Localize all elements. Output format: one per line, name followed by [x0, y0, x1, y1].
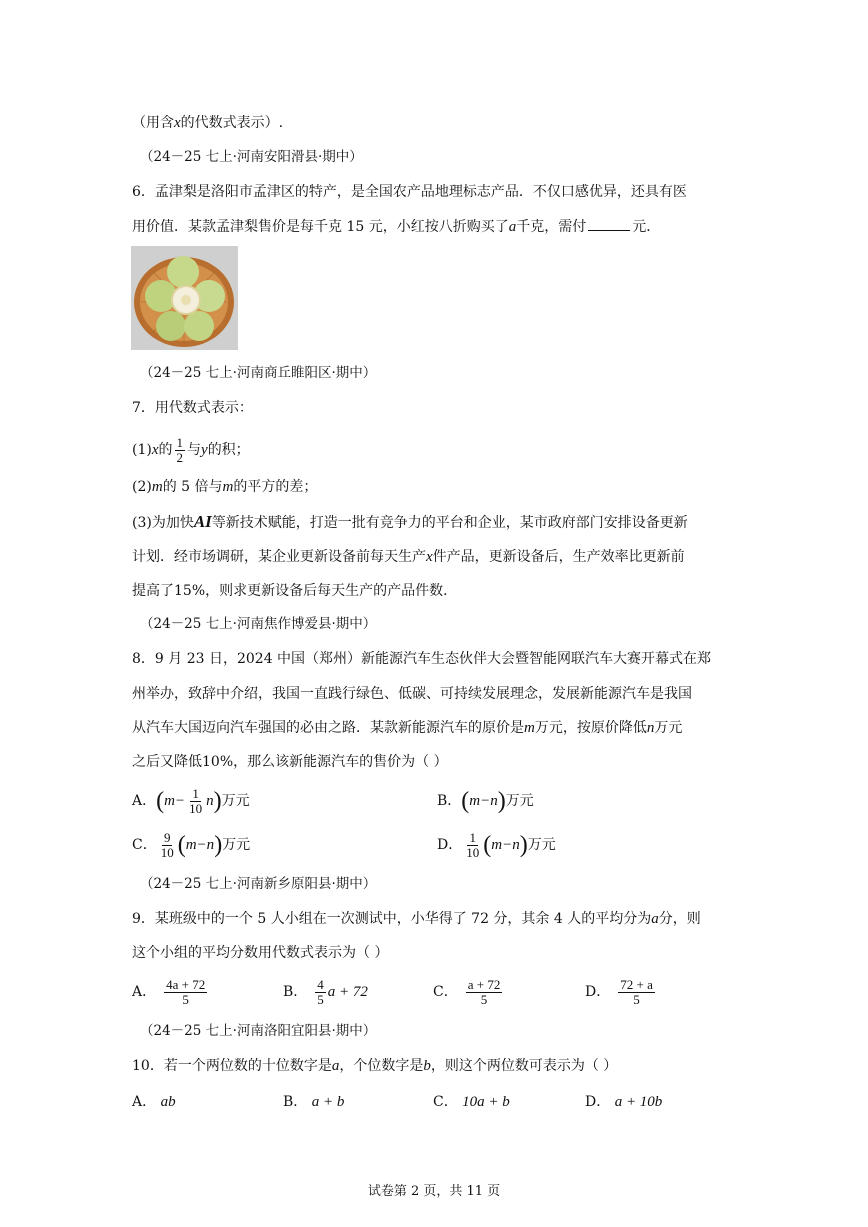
q6-var-a: a — [508, 219, 517, 235]
unit: 万元 — [505, 793, 534, 809]
q7-intro: 7．用代数式表示： — [132, 400, 253, 416]
q6-source: （24－25 七上·河南安阳滑县·期中） — [140, 149, 363, 165]
option-label: A． — [132, 984, 157, 1000]
frac-num: 1 — [192, 785, 199, 801]
fraction — [315, 978, 326, 1007]
page-footer: 试卷第 2 页，共 11 页 — [367, 1184, 501, 1199]
answer-blank — [588, 216, 630, 231]
q7-p3a: (3)为加快 — [132, 515, 194, 531]
unit: 万元 — [221, 793, 250, 809]
frac-num: 72 + a — [620, 976, 653, 992]
frac-den: 2 — [176, 449, 184, 465]
q9-option-d[interactable] — [585, 975, 657, 1009]
q8-line1: 8．9 月 23 日，2024 中国（郑州）新能源汽车生态伙伴大会暨智能网联汽车大赛开幕式在郑 — [132, 651, 712, 667]
q8-option-b[interactable] — [437, 784, 534, 818]
math: m−n — [491, 837, 520, 853]
option-label: C． — [433, 1094, 458, 1110]
q8-option-d[interactable] — [437, 828, 556, 862]
paren: ) — [213, 788, 222, 814]
q6-line2 — [132, 216, 660, 237]
paren: ( — [177, 832, 186, 858]
fraction — [187, 787, 204, 816]
math: n — [206, 793, 214, 809]
option-label: D． — [585, 984, 611, 1000]
unit: 万元 — [527, 837, 556, 853]
q10-l1a: 10．若一个两位数的十位数字是 — [132, 1058, 332, 1074]
fraction — [464, 831, 481, 860]
q8-source: （24－25 七上·河南焦作博爱县·期中） — [140, 616, 377, 632]
option-label: D． — [437, 837, 463, 853]
option-label: C． — [132, 837, 157, 853]
option-text: 10a + b — [462, 1094, 510, 1110]
q8-option-c[interactable] — [132, 828, 250, 862]
q9-line2: 这个小组的平均分数用代数式表示为（ ） — [132, 945, 389, 961]
q8-l3a: 从汽车大国迈向汽车强国的必由之路．某款新能源汽车的原价是 — [132, 720, 524, 736]
option-label: B． — [283, 984, 308, 1000]
fraction — [466, 978, 503, 1007]
paren: ( — [156, 788, 165, 814]
q6-line2b: 千克，需付 — [516, 219, 587, 235]
math: a + 72 — [327, 984, 368, 1000]
option-text: a + 10b — [614, 1094, 663, 1110]
q9-l1: 9．某班级中的一个 5 人小组在一次测试中，小华得了 72 分，其余 4 人的平均分为 — [132, 911, 652, 927]
fraction — [618, 978, 655, 1007]
frac-num: 4a + 72 — [166, 976, 206, 992]
q7-var-m2: m — [222, 479, 234, 495]
header-text: （用含 — [132, 115, 174, 131]
q7-p3l2b: 件产品，更新设备后，生产效率比更新前 — [432, 549, 685, 565]
q8-line2: 州举办，致辞中介绍，我国一直践行绿色、低碳、可持续发展理念，发展新能源汽车是我国 — [132, 686, 692, 702]
q6-line1: 6．孟津梨是洛阳市孟津区的特产，是全国农产品地理标志产品．不仅口感优异，还具有医 — [132, 184, 687, 200]
q9-l1b: 分，则 — [658, 911, 701, 927]
q7-var-x2: x — [426, 549, 433, 565]
q10-l1b: ，个位数字是 — [339, 1058, 424, 1074]
pear-basket-image — [131, 246, 238, 350]
q7-ai: AI — [193, 512, 212, 531]
frac-num: 1 — [469, 829, 476, 845]
q9-line1 — [132, 909, 701, 929]
q7-part3-line3: 提高了15%，则求更新设备后每天生产的产品件数． — [132, 583, 458, 599]
q7-p2-label: (2) — [132, 479, 152, 495]
frac-num: a + 72 — [467, 976, 501, 992]
header-var: x — [174, 115, 181, 131]
math: m−n — [185, 837, 215, 853]
math: m− — [164, 793, 186, 809]
paren: ) — [214, 832, 223, 858]
q9-option-b[interactable] — [283, 975, 368, 1009]
q10-source: （24－25 七上·河南洛阳宜阳县·期中） — [140, 1023, 377, 1039]
q7-part3-line2 — [132, 547, 685, 567]
q7-var-x: x — [151, 442, 159, 458]
q6-line2c: 元． — [632, 219, 661, 235]
q7-p3l2a: 计划．经市场调研，某企业更新设备前每天生产 — [132, 549, 426, 565]
q8-line4: 之后又降低10%，那么该新能源汽车的售价为（ ） — [132, 754, 448, 770]
q8-var-n: n — [646, 720, 655, 736]
q7-p2c: 的平方的差； — [233, 479, 318, 495]
q10-option-d[interactable] — [585, 1092, 662, 1112]
header-rest: 的代数式表示）. — [180, 115, 284, 131]
option-label: A． — [132, 793, 157, 809]
q7-part3-line1 — [132, 512, 688, 533]
q9-source: （24－25 七上·河南新乡原阳县·期中） — [140, 876, 377, 892]
frac-den: 10 — [160, 844, 174, 860]
q8-line3 — [132, 718, 682, 738]
q7-p1c: 与 — [187, 442, 202, 458]
option-label: B． — [437, 793, 462, 809]
q7-var-y: y — [201, 442, 208, 458]
q7-p1d: 的积； — [207, 442, 250, 458]
q6-line2a: 用价值．某款孟津梨售价是每千克 15 元，小红按八折购买了 — [132, 219, 509, 235]
fraction — [159, 831, 176, 860]
q9-option-c[interactable] — [433, 975, 504, 1009]
option-text: ab — [160, 1094, 176, 1110]
q7-var-m: m — [151, 479, 163, 495]
q10-var-b: b — [423, 1058, 431, 1074]
paren: ( — [483, 832, 492, 858]
frac-num: 1 — [176, 434, 184, 450]
fraction — [164, 978, 207, 1007]
q10-line1 — [132, 1056, 617, 1076]
q7-p2b: 的 5 倍与 — [162, 479, 223, 495]
option-text: a + b — [311, 1094, 345, 1110]
option-label: D． — [585, 1094, 611, 1110]
q8-l3c: 万元 — [654, 720, 683, 736]
q10-option-c[interactable] — [433, 1092, 510, 1112]
q7-part2 — [132, 477, 317, 497]
q10-l1c: ，则这个两位数可表示为（ ） — [430, 1058, 618, 1074]
q10-var-a: a — [331, 1058, 340, 1074]
q9-option-a[interactable] — [132, 975, 209, 1009]
q10-option-a[interactable] — [132, 1092, 176, 1112]
q8-var-m: m — [524, 720, 535, 736]
q8-option-a[interactable] — [132, 784, 250, 818]
option-label: A． — [132, 1094, 157, 1110]
frac-den: 10 — [189, 800, 203, 816]
paren: ) — [519, 832, 528, 858]
option-label: C． — [433, 984, 458, 1000]
paren: ( — [461, 788, 470, 814]
frac-num: 4 — [317, 976, 324, 992]
q7-p3b: 等新技术赋能，打造一批有竞争力的平台和企业，某市政府部门安排设备更新 — [211, 515, 688, 531]
fraction-one-half — [175, 436, 186, 465]
frac-den: 5 — [317, 991, 324, 1007]
q9-var-a: a — [651, 911, 659, 927]
q7-p1-label: (1) — [132, 442, 152, 458]
option-label: B． — [283, 1094, 308, 1110]
q10-option-b[interactable] — [283, 1092, 344, 1112]
q8-l3b: 万元，按原价降低 — [534, 720, 647, 736]
frac-den: 5 — [480, 991, 488, 1007]
frac-den: 5 — [633, 991, 640, 1007]
q7-source: （24－25 七上·河南商丘睢阳区·期中） — [140, 365, 377, 381]
frac-num: 9 — [163, 829, 171, 845]
paren: ) — [497, 788, 506, 814]
q7-p1b: 的 — [158, 442, 173, 458]
header-note — [132, 113, 283, 133]
frac-den: 5 — [182, 991, 189, 1007]
frac-den: 10 — [466, 844, 480, 860]
q7-part1 — [132, 433, 250, 467]
math: m−n — [469, 793, 498, 809]
unit: 万元 — [222, 837, 251, 853]
